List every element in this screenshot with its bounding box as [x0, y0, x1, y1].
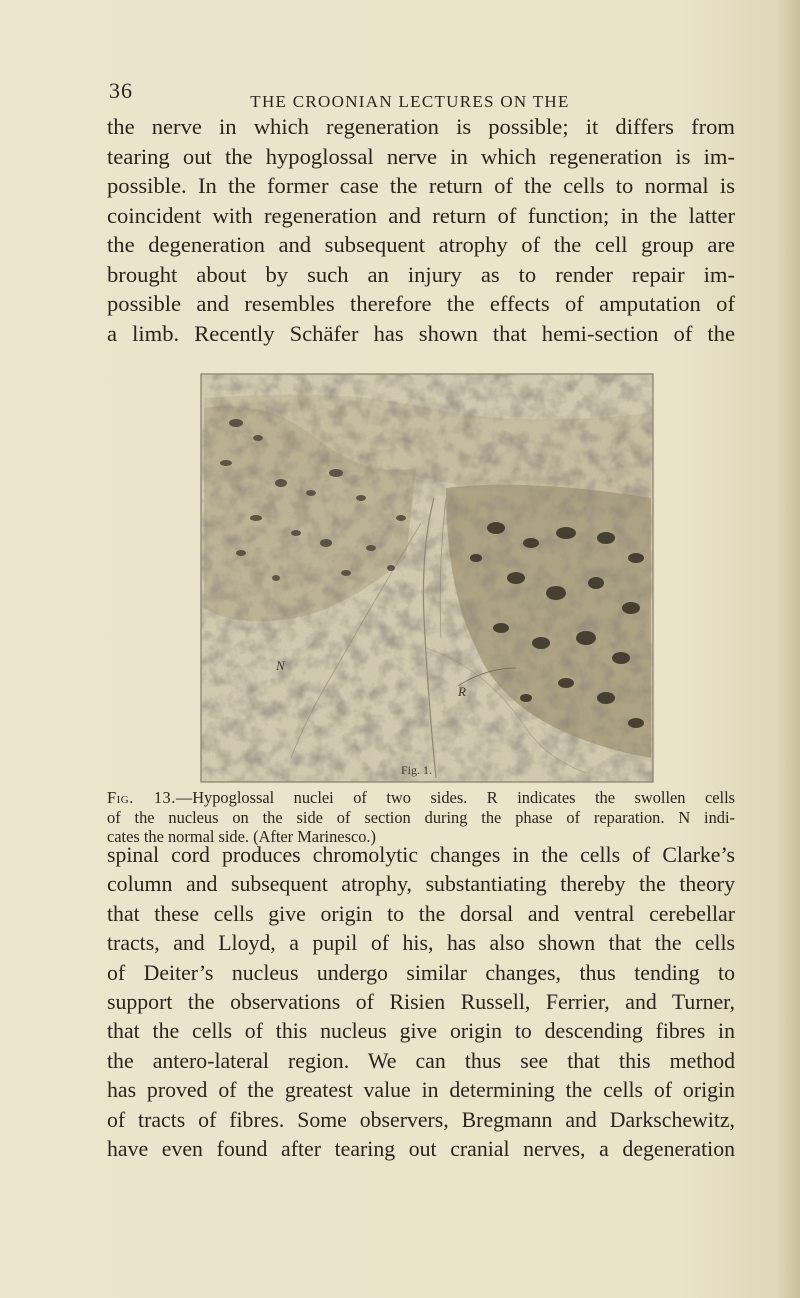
caption-label: Fig. 13.	[107, 788, 176, 807]
text-line: tearing out the hypoglossal nerve in which regeneration is im-	[107, 143, 735, 169]
text-line: the degeneration and subsequent atrophy of the cell group are	[107, 232, 735, 257]
caption-line: of the nucleus on the side of section during the phase of reparation. N indi-	[107, 807, 735, 827]
caption-line	[107, 788, 735, 808]
label-n: N	[276, 658, 285, 673]
label-r: R	[458, 684, 466, 699]
hypoglossal-nuclei-illustration	[196, 368, 656, 786]
caption-text: —Hypoglossal nuclei of two sides. R indicates the swollen cells	[175, 788, 735, 807]
text-line: of Deiter’s nucleus undergo similar changes, thus tending to	[107, 960, 735, 985]
page-number: 36	[109, 78, 133, 103]
text-line: has proved of the greatest value in determining the cells of origin	[107, 1078, 735, 1103]
figure-caption	[107, 788, 735, 847]
text-line: column and subsequent atrophy, substantiating thereby the theory	[107, 872, 735, 897]
text-line: coincident with regeneration and return of function; in the latter	[107, 202, 735, 228]
text-line: possible and resembles therefore the effects of amputation of	[107, 291, 735, 316]
paragraph-top	[107, 112, 735, 348]
paragraph-bottom	[107, 841, 735, 1164]
text-line: tracts, and Lloyd, a pupil of his, has also shown that the cells	[107, 931, 735, 956]
text-line: a limb. Recently Schäfer has shown that hemi-section of the	[107, 320, 735, 346]
text-line: spinal cord produces chromolytic changes in the cells of Clarke’s	[107, 843, 735, 867]
text-line: of tracts of fibres. Some observers, Bregmann and Darkschewitz,	[107, 1107, 735, 1132]
text-line: brought about by such an injury as to render repair im-	[107, 261, 735, 287]
text-line: the antero-lateral region. We can thus see that this method	[107, 1048, 735, 1073]
text-line: possible. In the former case the return of the cells to normal is	[107, 173, 735, 198]
caption-line: cates the normal side. (After Marinesco.)	[107, 827, 376, 846]
text-line: that these cells give origin to the dorsal and ventral cerebellar	[107, 901, 735, 926]
text-line: the nerve in which regeneration is possible; it differs from	[107, 114, 735, 139]
text-line: support the observations of Risien Russell, Ferrier, and Turner,	[107, 990, 735, 1015]
running-head: THE CROONIAN LECTURES ON THE	[250, 92, 570, 111]
text-line: that the cells of this nucleus give origin to descending fibres in	[107, 1019, 735, 1044]
histology-figure	[196, 368, 656, 786]
text-line: have even found after tearing out cranial nerves, a degeneration	[107, 1137, 735, 1162]
inner-caption: Fig. 1.	[401, 763, 433, 777]
